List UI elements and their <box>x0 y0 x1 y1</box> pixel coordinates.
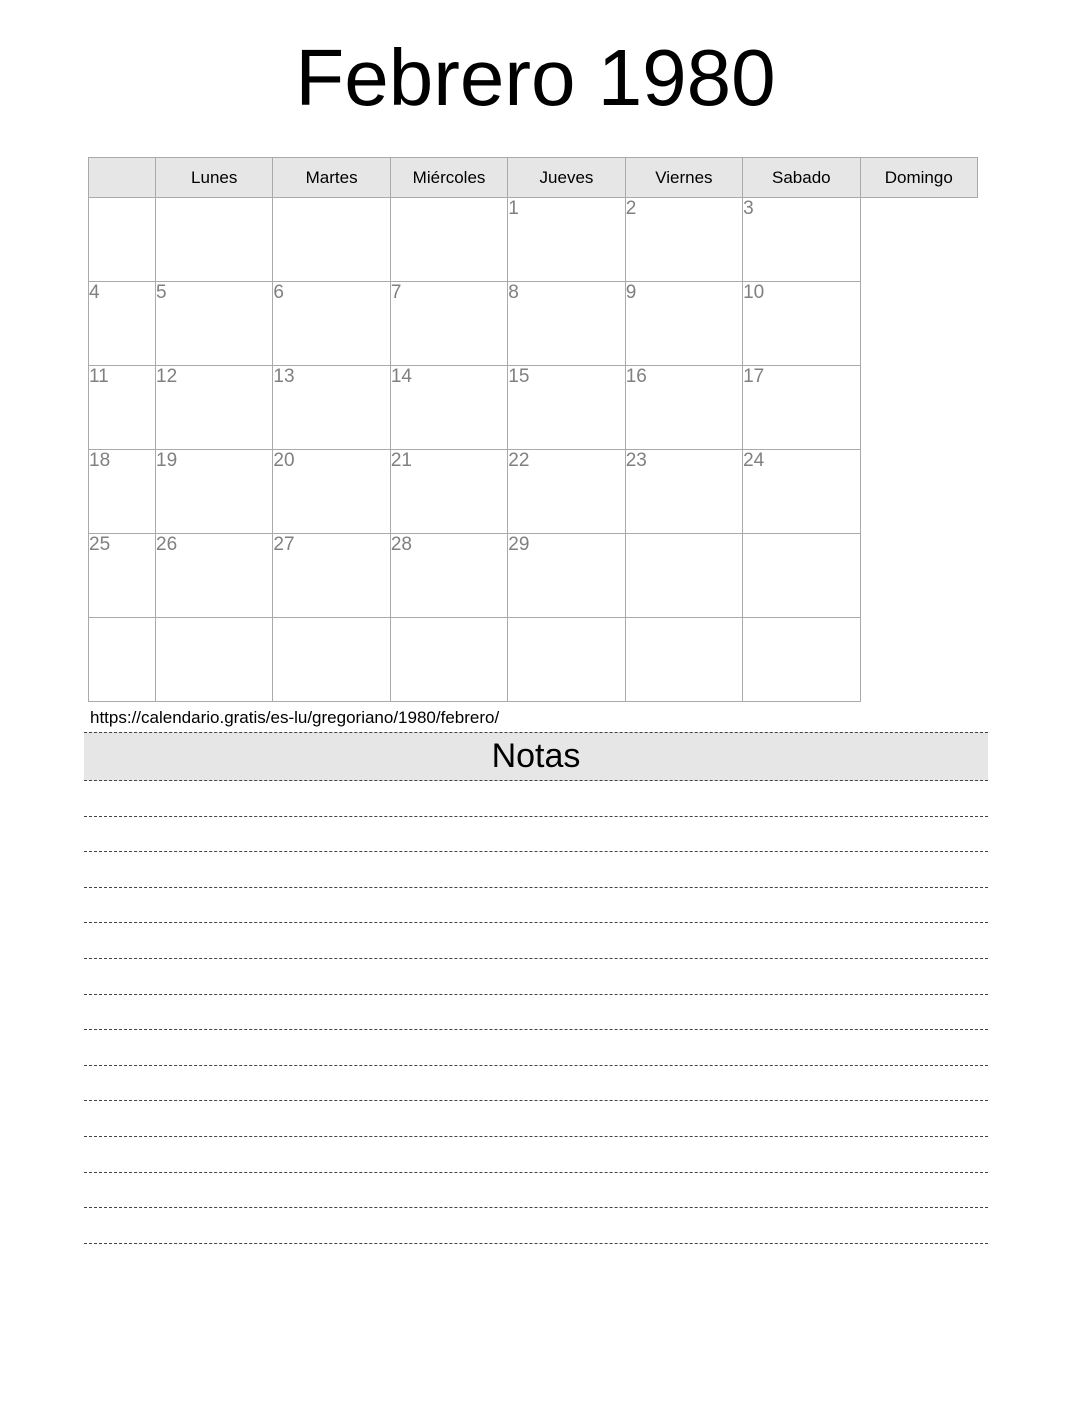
day-cell: 22 <box>508 450 625 534</box>
notes-line <box>84 1208 988 1244</box>
weekday-header-jueves: Jueves <box>508 158 625 198</box>
day-cell: 27 <box>273 534 390 618</box>
day-cell: 28 <box>390 534 507 618</box>
week-row <box>89 450 978 534</box>
notes-lines <box>84 781 988 1244</box>
week-row <box>89 366 978 450</box>
day-cell <box>273 198 390 282</box>
source-url: https://calendario.gratis/es-lu/gregoriano/1980/febrero/ <box>90 708 500 727</box>
day-cell: 16 <box>625 366 742 450</box>
notes-line <box>84 923 988 959</box>
calendar-table <box>88 157 978 702</box>
notes-line <box>84 817 988 853</box>
day-cell: 6 <box>273 282 390 366</box>
notes-line <box>84 1137 988 1173</box>
day-cell: 5 <box>156 282 273 366</box>
day-cell: 7 <box>390 282 507 366</box>
weekday-header-sabado: Sabado <box>743 158 860 198</box>
weekday-header-viernes: Viernes <box>625 158 742 198</box>
day-cell <box>743 618 860 702</box>
day-cell <box>743 534 860 618</box>
day-cell: 11 <box>89 366 156 450</box>
week-number-column <box>89 158 156 198</box>
day-cell <box>273 618 390 702</box>
day-cell: 13 <box>273 366 390 450</box>
week-row <box>89 198 978 282</box>
day-cell: 15 <box>508 366 625 450</box>
notes-line <box>84 781 988 817</box>
day-cell: 8 <box>508 282 625 366</box>
day-cell <box>390 198 507 282</box>
day-cell <box>508 618 625 702</box>
day-cell: 2 <box>625 198 742 282</box>
day-cell <box>89 618 156 702</box>
day-cell <box>89 198 156 282</box>
day-cell: 1 <box>508 198 625 282</box>
weekday-header-miercoles: Miércoles <box>390 158 507 198</box>
notes-line <box>84 888 988 924</box>
day-cell: 20 <box>273 450 390 534</box>
weekday-header-row <box>89 158 978 198</box>
day-cell: 18 <box>89 450 156 534</box>
day-cell: 23 <box>625 450 742 534</box>
calendar <box>88 157 978 702</box>
weekday-header-lunes: Lunes <box>156 158 273 198</box>
page-title: Febrero 1980 <box>295 33 776 122</box>
notes-line <box>84 1173 988 1209</box>
week-row <box>89 534 978 618</box>
day-cell <box>156 198 273 282</box>
weekday-header-domingo: Domingo <box>860 158 977 198</box>
notes-line <box>84 852 988 888</box>
notes-line <box>84 959 988 995</box>
day-cell: 26 <box>156 534 273 618</box>
day-cell: 4 <box>89 282 156 366</box>
day-cell: 10 <box>743 282 860 366</box>
week-row <box>89 282 978 366</box>
day-cell: 19 <box>156 450 273 534</box>
day-cell: 29 <box>508 534 625 618</box>
notes-section <box>84 732 988 1244</box>
day-cell <box>625 618 742 702</box>
notes-line <box>84 995 988 1031</box>
day-cell: 21 <box>390 450 507 534</box>
weekday-header-martes: Martes <box>273 158 390 198</box>
notes-line <box>84 1030 988 1066</box>
day-cell <box>390 618 507 702</box>
notes-line <box>84 1101 988 1137</box>
notes-line <box>84 1066 988 1102</box>
day-cell: 3 <box>743 198 860 282</box>
notes-header: Notas <box>84 732 988 781</box>
day-cell: 12 <box>156 366 273 450</box>
day-cell <box>156 618 273 702</box>
day-cell: 9 <box>625 282 742 366</box>
day-cell <box>625 534 742 618</box>
day-cell: 25 <box>89 534 156 618</box>
week-row <box>89 618 978 702</box>
day-cell: 24 <box>743 450 860 534</box>
day-cell: 14 <box>390 366 507 450</box>
day-cell: 17 <box>743 366 860 450</box>
